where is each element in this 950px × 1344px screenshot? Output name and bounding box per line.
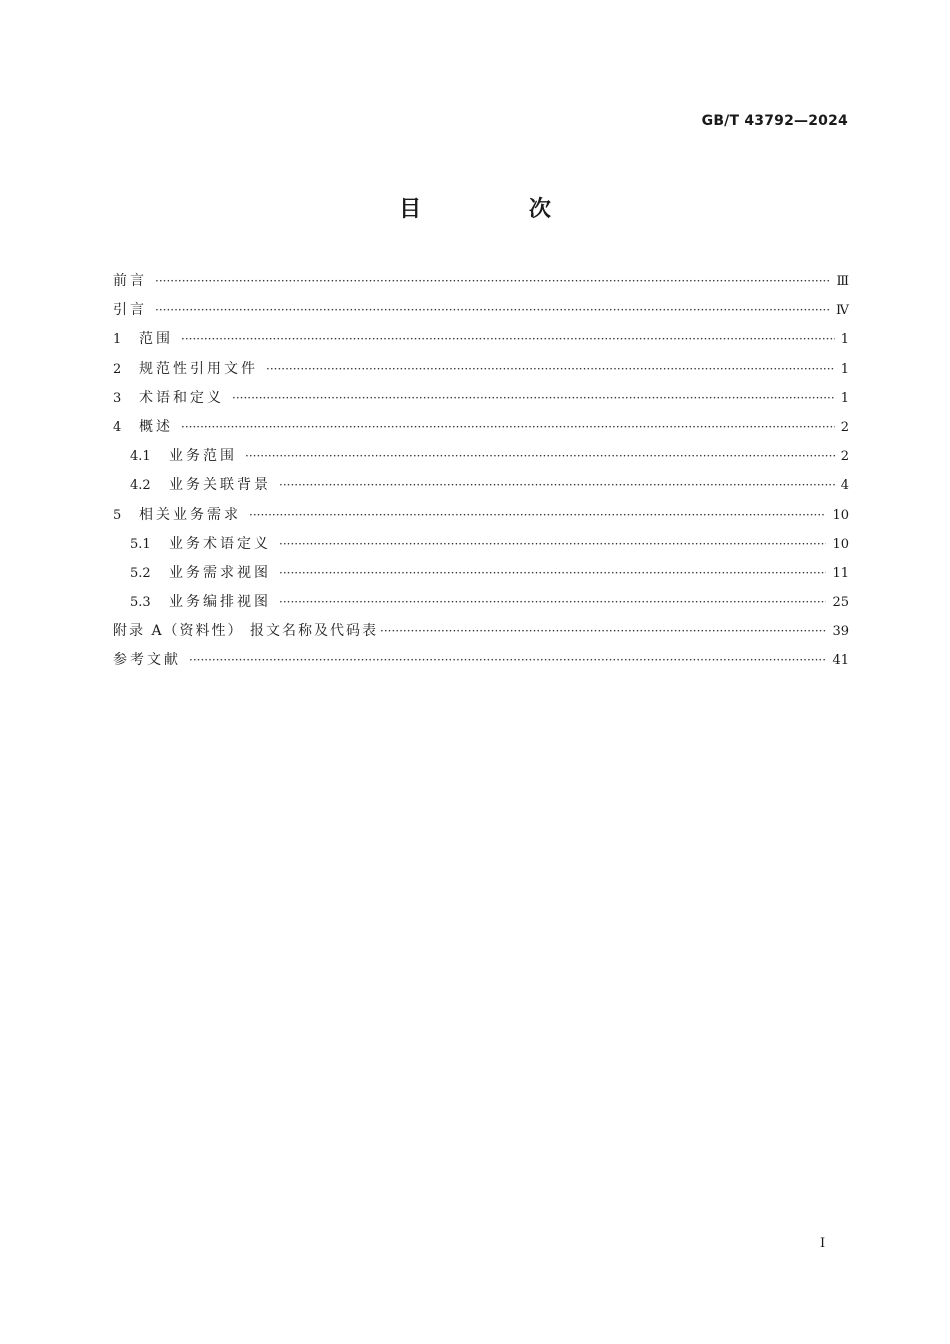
toc-entry-number: 5.3 [130, 595, 151, 611]
toc-entry-number: 5.1 [130, 536, 151, 552]
toc-leader-dots [380, 624, 826, 638]
toc-entry-number: 5 [113, 507, 122, 523]
toc-entry-business-terms[interactable] [113, 533, 849, 562]
toc-entry-label: 业务编排视图 [169, 594, 271, 611]
toc-entry-label: 概述 [139, 418, 173, 435]
toc-entry-scope[interactable] [113, 328, 849, 357]
toc-entry-business-context[interactable] [113, 474, 849, 503]
toc-entry-number: 2 [113, 361, 122, 377]
toc-entry-overview[interactable] [113, 416, 849, 445]
toc-entry-page: 2 [840, 449, 849, 465]
toc-entry-number: 4.1 [130, 449, 151, 465]
toc-entry-number: 1 [113, 332, 122, 348]
toc-entry-terms-definitions[interactable] [113, 387, 849, 416]
toc-entry-label: 规范性引用文件 [139, 360, 258, 377]
toc-leader-dots [181, 332, 835, 346]
toc-entry-normative-references[interactable] [113, 358, 849, 387]
toc-entry-page: 1 [840, 390, 849, 406]
toc-entry-page: 1 [840, 361, 849, 377]
toc-entry-page: 2 [840, 419, 849, 435]
toc-leader-dots [279, 478, 835, 492]
toc-entry-number: 3 [113, 390, 122, 406]
toc-entry-number: 4.2 [130, 478, 151, 494]
toc-entry-number: 5.2 [130, 565, 151, 581]
toc-entry-label: 术语和定义 [139, 389, 224, 406]
toc-entry-page: Ⅳ [836, 303, 849, 319]
toc-leader-dots [155, 274, 830, 288]
toc-entry-label: 前言 [113, 273, 147, 289]
toc-entry-label: 相关业务需求 [139, 506, 241, 523]
toc-entry-introduction[interactable] [113, 299, 849, 328]
toc-entry-page: Ⅲ [836, 274, 849, 289]
toc-entry-page: 10 [832, 536, 849, 552]
toc-entry-bibliography[interactable] [113, 649, 849, 678]
toc-entry-label: 业务术语定义 [169, 535, 271, 552]
toc-leader-dots [279, 595, 826, 609]
toc-entry-page: 41 [832, 653, 849, 669]
toc-leader-dots [181, 420, 835, 434]
toc-leader-dots [245, 449, 835, 463]
toc-entry-label: 业务范围 [169, 448, 237, 465]
toc-entry-label: 范围 [139, 331, 173, 348]
toc-entry-page: 11 [832, 565, 849, 581]
toc-entry-label: 业务需求视图 [169, 564, 271, 581]
toc-leader-dots [249, 508, 826, 522]
toc-leader-dots [155, 303, 830, 317]
toc-entry-requirements-view[interactable] [113, 562, 849, 591]
toc-leader-dots [279, 537, 826, 551]
toc-entry-business-requirements[interactable] [113, 504, 849, 533]
page-number: I [820, 1236, 826, 1251]
toc-entry-label: 附录 A（资料性） 报文名称及代码表 [113, 623, 379, 640]
toc-entry-page: 25 [832, 595, 849, 611]
toc-entry-appendix-a[interactable] [113, 620, 849, 649]
toc-entry-number: 4 [113, 419, 122, 435]
toc-entry-page: 39 [832, 624, 849, 640]
toc-entry-page: 4 [840, 478, 849, 494]
toc-title: 目 次 [399, 197, 601, 222]
toc-entry-label: 参考文献 [113, 652, 181, 669]
standard-code: GB/T 43792—2024 [701, 113, 848, 129]
toc-leader-dots [189, 653, 826, 667]
toc-leader-dots [266, 362, 835, 376]
table-of-contents [113, 270, 849, 679]
toc-entry-foreword[interactable] [113, 270, 849, 299]
toc-leader-dots [232, 391, 835, 405]
toc-entry-label: 业务关联背景 [169, 477, 271, 494]
toc-entry-page: 1 [840, 332, 849, 348]
toc-entry-business-scope[interactable] [113, 445, 849, 474]
toc-leader-dots [279, 566, 826, 580]
toc-entry-label: 引言 [113, 302, 147, 319]
toc-entry-page: 10 [832, 507, 849, 523]
toc-entry-choreography-view[interactable] [113, 591, 849, 620]
